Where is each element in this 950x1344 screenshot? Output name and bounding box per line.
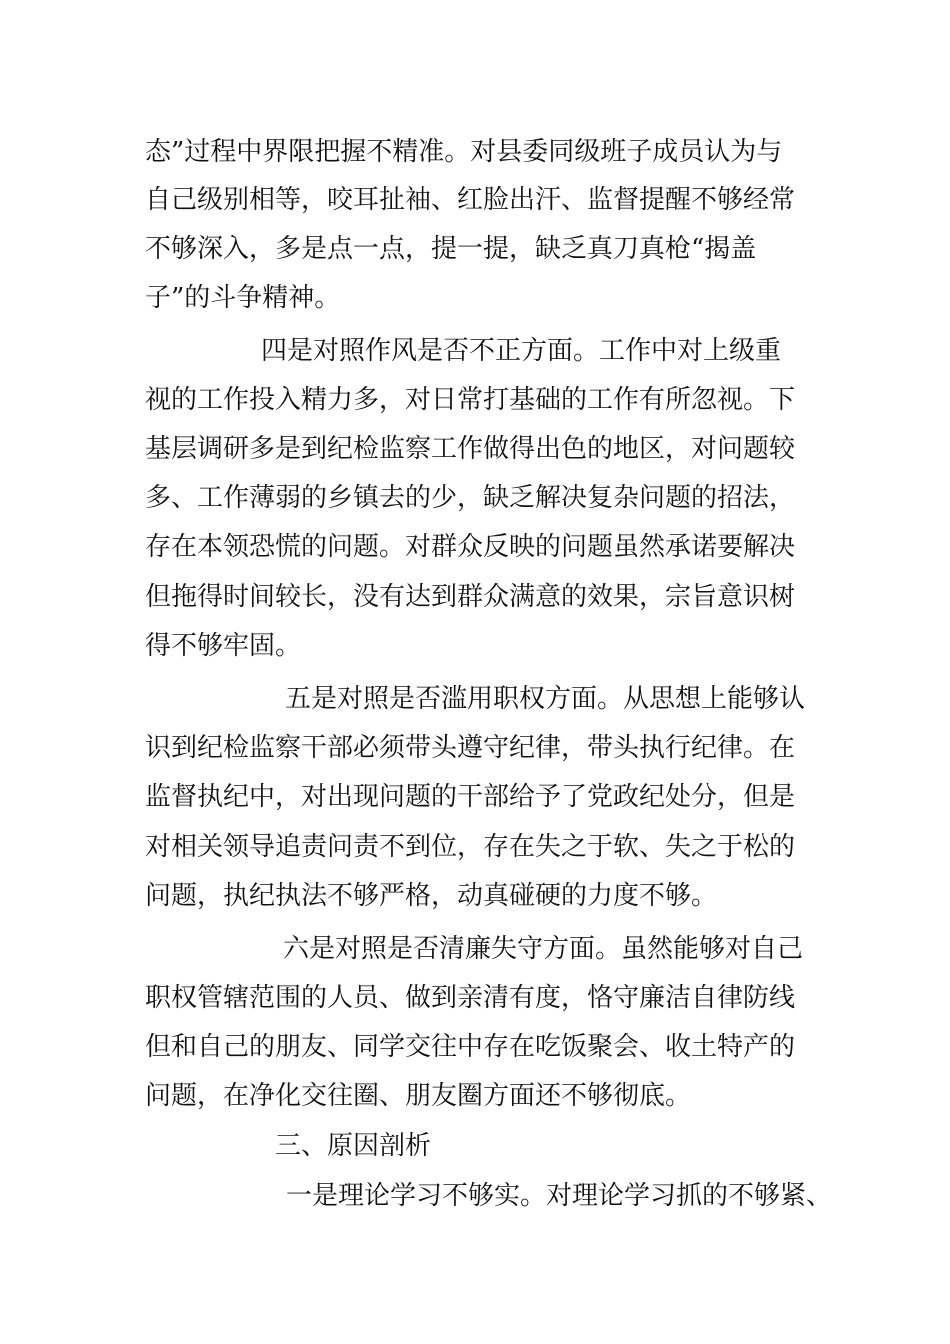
paragraph-first-line: 六是对照是否清廉失守方面。虽然能够对自己: [283, 934, 804, 964]
text-line: 但拖得时间较长，没有达到群众满意的效果，宗旨意识树: [145, 582, 796, 612]
text-line: 存在本领恐慌的问题。对群众反映的问题虽然承诺要解决: [145, 532, 796, 562]
text-line: 问题，在净化交往圈、朋友圈方面还不够彻底。: [145, 1081, 692, 1111]
text-line: 态”过程中界限把握不精准。对县委同级班子成员认为与: [145, 137, 783, 167]
text-line: 得不够牢固。: [145, 631, 302, 661]
text-line: 问题，执纪执法不够严格，动真碰硬的力度不够。: [145, 881, 718, 911]
text-line: 识到纪检监察干部必须带头遵守纪律，带头执行纪律。在: [145, 733, 796, 763]
text-line: 视的工作投入精力多，对日常打基础的工作有所忽视。下: [145, 385, 796, 415]
text-line: 监督执纪中，对出现问题的干部给予了党政纪处分，但是: [145, 782, 796, 812]
paragraph-first-line: 四是对照作风是否不正方面。工作中对上级重: [261, 336, 782, 366]
text-line: 多、工作薄弱的乡镇去的少，缺乏解决复杂问题的招法，: [145, 483, 796, 513]
text-line: 职权管辖范围的人员、做到亲清有度，恪守廉洁自律防线: [145, 983, 796, 1013]
paragraph-first-line: 五是对照是否滥用职权方面。从思想上能够认: [285, 684, 806, 714]
section-heading: 三、原因剖析: [275, 1131, 432, 1161]
text-line: 不够深入，多是点一点，提一提，缺乏真刀真枪“揭盖: [145, 234, 757, 264]
text-line: 子”的斗争精神。: [145, 283, 341, 313]
text-line: 但和自己的朋友、同学交往中存在吃饭聚会、收土特产的: [145, 1032, 796, 1062]
text-line: 自己级别相等，咬耳扯袖、红脸出汗、监督提醒不够经常: [145, 185, 796, 215]
text-line: 基层调研多是到纪检监察工作做得出色的地区，对问题较: [145, 434, 796, 464]
text-line: 对相关领导追责问责不到位，存在失之于软、失之于松的: [145, 832, 796, 862]
paragraph-first-line: 一是理论学习不够实。对理论学习抓的不够紧、: [286, 1181, 833, 1211]
